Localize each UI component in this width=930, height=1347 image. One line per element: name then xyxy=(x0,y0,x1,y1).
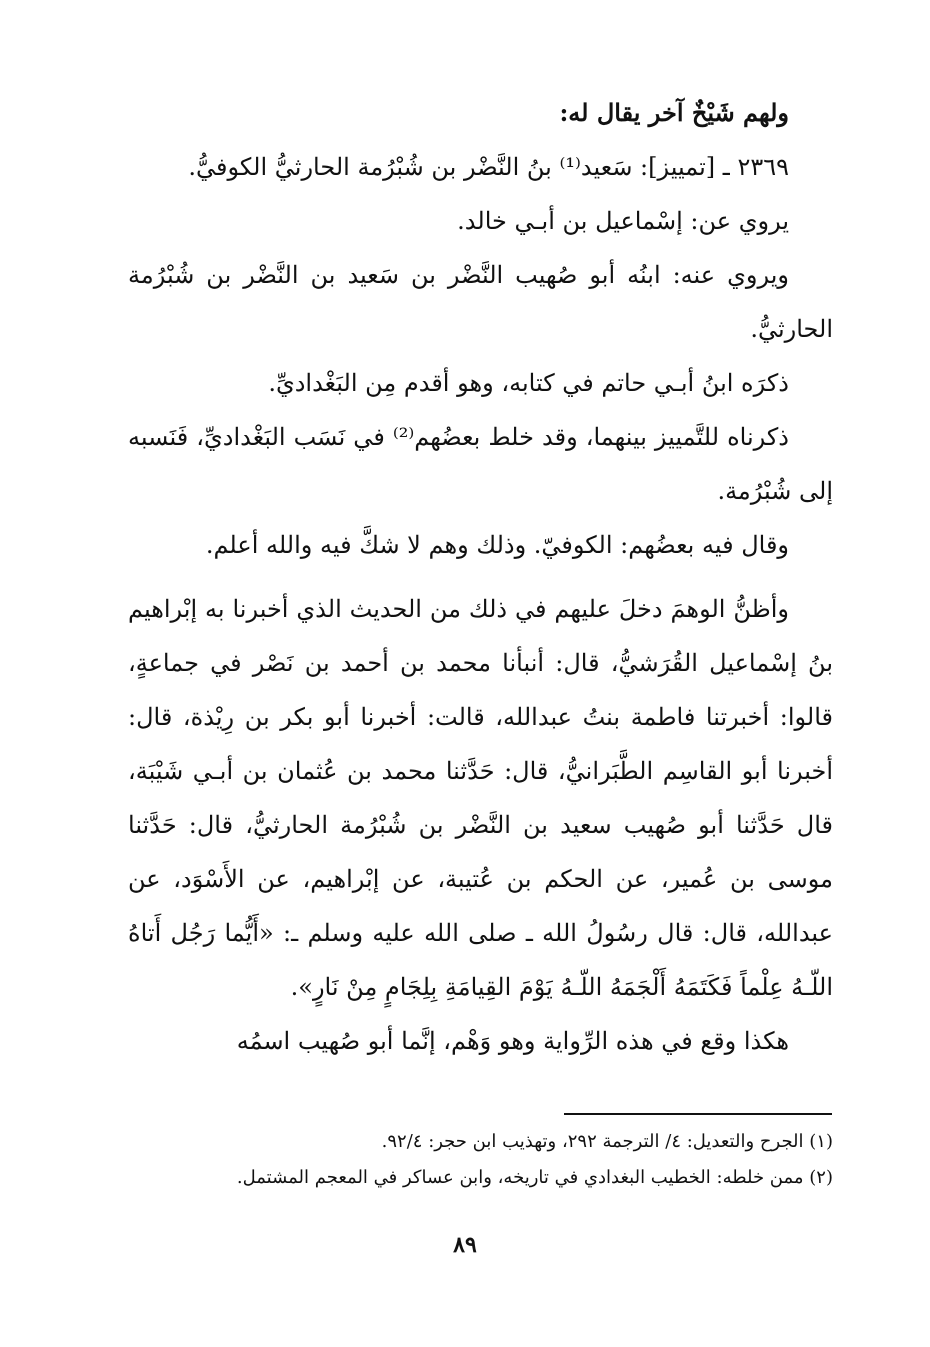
footnote-2: (٢) ممن خلطه: الخطيب البغدادي في تاريخه، وابن عساكر في المعجم المشتمل. xyxy=(236,1167,833,1188)
narrates-from: يروي عن: إسْماعيل بن أبـي خالد. xyxy=(457,207,789,235)
paragraph-5: هكذا وقع في هذه الرِّواية وهو وَهْم، إنَّما أبو صُهيب اسمُه xyxy=(236,1027,789,1055)
section-heading: ولهم شَيْخٌ آخر يقال له: xyxy=(559,98,789,127)
paragraph-3: وقال فيه بعضُهم: الكوفيّ. وذلك وهم لا شكَّ فيه والله أعلم. xyxy=(205,531,789,559)
narrated-by: ويروي عنه: ابنُه أبو صُهيب النَّضْر بن سَعيد بن النَّضْر بن شُبْرُمة الحارثيُّ. xyxy=(128,261,833,343)
footnotes xyxy=(128,1124,833,1196)
entry-title: ٢٣٦٩ ـ [تمييز]: سَعيد⁽¹⁾ بنُ النَّضْر بن شُبْرُمة الحارثيُّ الكوفيُّ. xyxy=(188,153,789,181)
footnote-divider xyxy=(564,1113,832,1115)
page-number: ٨٩ xyxy=(453,1232,477,1258)
footnote-1: (١) الجرح والتعديل: ٤/ الترجمة ٢٩٢، وتهذيب ابن حجر: ٩٢/٤. xyxy=(381,1131,833,1152)
paragraph-4: وأظنُّ الوهمَ دخلَ عليهم في ذلك من الحديث الذي أخبرنا به إبْراهيم بنُ إسْماعيل القُرَشيُّ، قال: أنبأنا محمد بن أحمد بن نَصْر في جماعةٍ، قالوا: أخبرتنا فاطمة بنتُ عبدالله، قالت: أخبرنا أبو بكر بن رِيْذة، قال: أخبرنا أبو القاسِم الطَّبَرانيُّ، قال: حَدَّثنا محمد بن عُثمان بن أبـي شَيْبَة، قال حَدَّثنا أبو صُهيب سعيد بن النَّضْر بن شُبْرُمة الحارثيُّ، قال: حَدَّثنا موسى بن عُمير، عن الحكم بن عُتيبة، عن إبْراهيم، عن الأَسْوَد، عن عبدالله، قال: قال رسُولُ الله ـ صلى الله عليه وسلم ـ: «أَيُّما رَجُل أَتاهُ اللّـهُ عِلْماً فَكَتَمَهُ أَلْجَمَهُ اللّـهُ يَوْمَ القِيامَةِ بِلِجَامٍ مِنْ نَارٍ». xyxy=(128,595,833,1001)
paragraph-1: ذكرَه ابنُ أبـي حاتم في كتابه، وهو أقدم مِن البَغْداديِّ. xyxy=(268,369,789,397)
paragraph-2: ذكرناه للتَّمييز بينهما، وقد خلط بعضُهم⁽²⁾ في نَسَب البَغْداديِّ، فَنَسبه إلى شُبْرُمة. xyxy=(128,423,833,505)
main-text xyxy=(128,86,833,1068)
